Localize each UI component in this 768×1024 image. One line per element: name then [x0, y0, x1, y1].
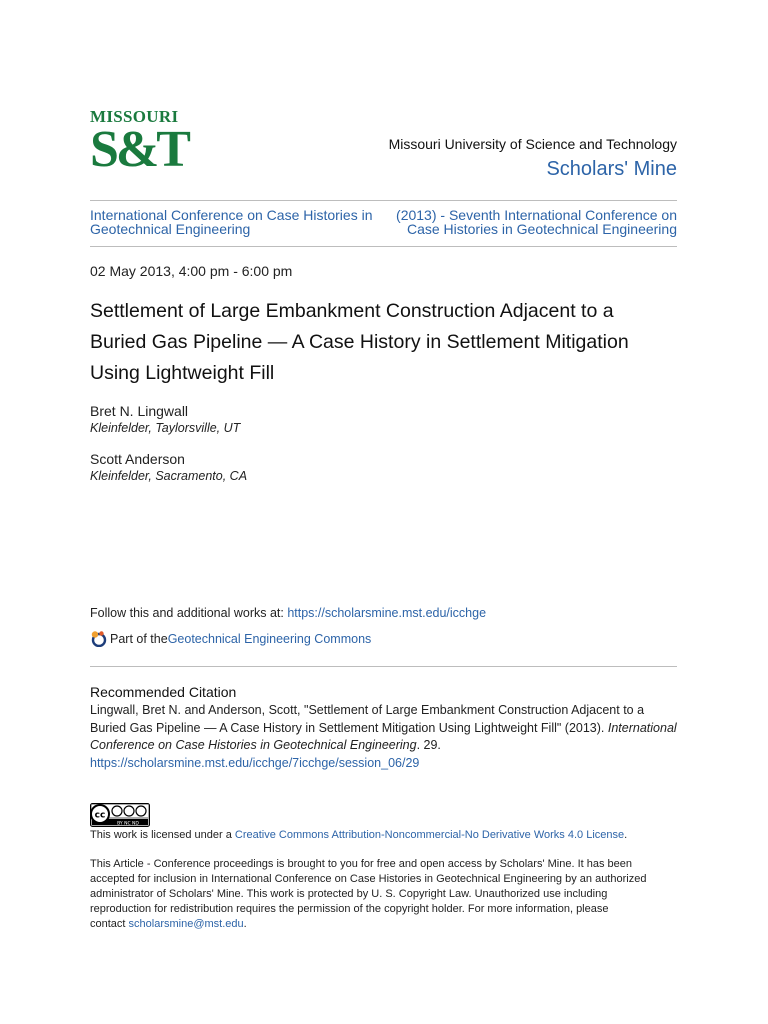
author-name: Scott Anderson [90, 451, 185, 467]
university-logo [90, 107, 188, 184]
license-label: This work is licensed under a [90, 829, 235, 841]
access-line: reproduction for redistribution requires the permission of the copyright holder. For more information, please [90, 903, 609, 915]
author-name: Bret N. Lingwall [90, 403, 189, 419]
commons-network-icon [90, 630, 107, 647]
title-line-1: Settlement of Large Embankment Construction Adjacent to a [90, 300, 614, 322]
divider [90, 246, 677, 247]
breadcrumb-conference-edition[interactable] [387, 208, 677, 236]
part-of-label: Part of the [110, 631, 168, 646]
part-of-line [90, 630, 371, 647]
follow-line [90, 606, 486, 620]
commons-link[interactable]: Geotechnical Engineering Commons [167, 631, 372, 646]
breadcrumb-conference-series[interactable] [90, 208, 380, 236]
citation-journal-part2: Conference on Case Histories in Geotechnical Engineering [90, 738, 417, 752]
creative-commons-license-icon[interactable] [90, 803, 150, 827]
breadcrumb-left-line2: Geotechnical Engineering [90, 221, 251, 237]
logo-main-text: S&T [90, 121, 188, 178]
citation-line-1: Lingwall, Bret N. and Anderson, Scott, "Settlement of Large Embankment Construction Adjacent to a [90, 703, 645, 717]
citation-heading: Recommended Citation [90, 684, 237, 700]
contact-email-link[interactable]: scholarsmine@mst.edu [128, 918, 244, 930]
breadcrumb-left-line1: International Conference on Case Histories in [90, 207, 373, 223]
citation-url-link[interactable]: https://scholarsmine.mst.edu/icchge/7icchge/session_06/29 [90, 755, 420, 770]
access-end: . [243, 918, 247, 930]
breadcrumb-right-line2: Case Histories in Geotechnical Engineering [406, 221, 677, 237]
title-line-2: Buried Gas Pipeline — A Case History in Settlement Mitigation [90, 331, 629, 353]
access-contact-label: contact [90, 918, 129, 930]
license-link[interactable]: Creative Commons Attribution-Noncommercial-No Derivative Works 4.0 License [234, 829, 625, 841]
access-line: administrator of Scholars' Mine. This work is protected by U. S. Copyright Law. Unauthorized use including [90, 888, 608, 900]
citation-journal-part1: International [607, 720, 677, 735]
svg-text:cc: cc [94, 810, 106, 821]
repository-link[interactable]: Scholars' Mine [546, 158, 677, 180]
author-affiliation: Kleinfelder, Sacramento, CA [90, 469, 248, 483]
badge-text: BY NC ND [117, 821, 139, 827]
logo-top-text: MISSOURI [90, 107, 179, 126]
author-affiliation: Kleinfelder, Taylorsville, UT [90, 421, 241, 435]
license-line [90, 829, 627, 841]
title-line-3: Using Lightweight Fill [90, 362, 275, 384]
divider [90, 666, 677, 667]
license-end: . [624, 829, 628, 841]
citation-line-2: Buried Gas Pipeline — A Case History in Settlement Mitigation Using Lightweight Fill" (2013). [90, 720, 608, 735]
divider [90, 200, 677, 201]
collection-url-link[interactable]: https://scholarsmine.mst.edu/icchge [287, 606, 487, 620]
access-line: This Article - Conference proceedings is brought to you for free and open access by Scholars' Mine. It has been [90, 858, 633, 870]
follow-label: Follow this and additional works at: [90, 606, 288, 620]
event-date: 02 May 2013, 4:00 pm - 6:00 pm [90, 263, 293, 279]
citation-number: . 29. [416, 738, 441, 752]
citation-text [90, 702, 680, 772]
paper-title [90, 296, 680, 389]
university-name: Missouri University of Science and Technology [388, 136, 677, 152]
breadcrumb-right-line1: (2013) - Seventh International Conference on [396, 207, 677, 223]
access-line: accepted for inclusion in International Conference on Case Histories in Geotechnical Engineering by an authorized [90, 873, 647, 885]
access-statement [90, 857, 680, 932]
